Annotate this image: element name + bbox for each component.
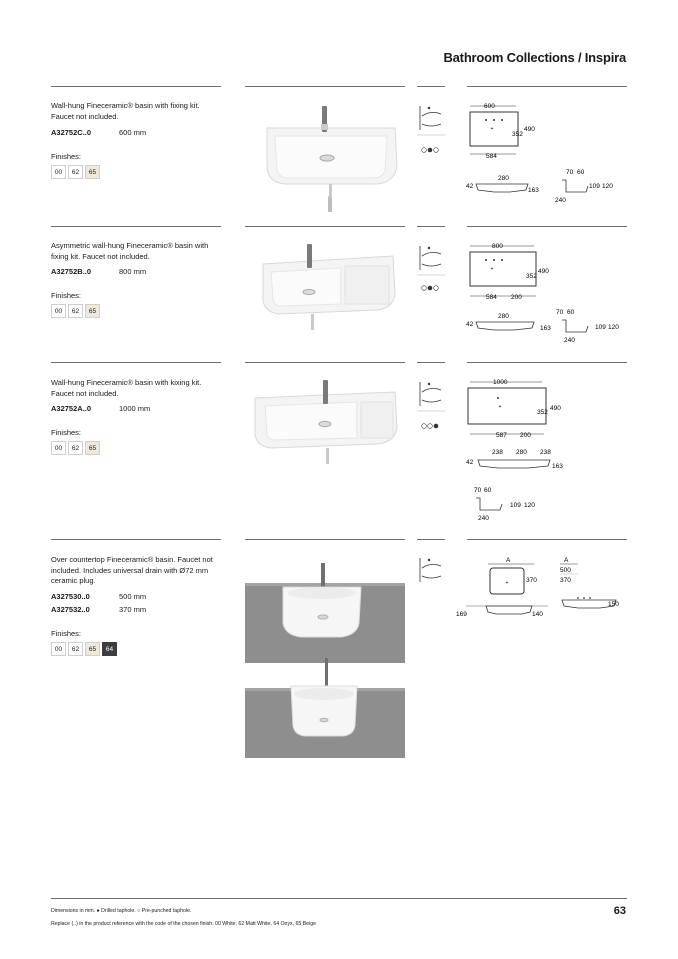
svg-text:109: 109 [589, 183, 600, 190]
section-rule [245, 539, 405, 540]
technical-drawing [458, 96, 628, 211]
product-references [51, 126, 146, 139]
reference-size: 600 mm [119, 128, 147, 137]
footer-finish-note: Replace (..) in the product reference with the code of the chosen finish: 00 White, 62 Matt White, 64 Onyx, 65 Beige [51, 921, 316, 927]
svg-text:370: 370 [526, 577, 537, 584]
svg-text:200: 200 [520, 432, 531, 439]
section-rule [417, 86, 445, 87]
svg-text:+: + [490, 266, 494, 272]
reference-code: A32752C..0 [51, 128, 92, 137]
installation-icon [417, 100, 445, 160]
svg-text:42: 42 [466, 321, 474, 328]
svg-text:A: A [564, 557, 569, 564]
reference-size: 800 mm [119, 267, 147, 276]
svg-text:490: 490 [550, 405, 561, 412]
svg-text:240: 240 [555, 197, 566, 204]
finish-swatches [51, 642, 117, 656]
reference-code: A32752B..0 [51, 267, 92, 276]
finish-swatch-beige: 65 [85, 441, 100, 455]
svg-text:352: 352 [537, 409, 548, 416]
reference-row [51, 603, 146, 616]
svg-text:+: + [505, 580, 509, 586]
section-rule [417, 226, 445, 227]
product-description: Asymmetric wall-hung Fineceramic® basin with fixing kit. Faucet not included. [51, 241, 209, 261]
section-rule [51, 539, 221, 540]
svg-text:163: 163 [528, 187, 539, 194]
finish-swatches [51, 165, 100, 179]
finish-swatch-matt-white: 62 [68, 441, 83, 455]
svg-text:60: 60 [577, 169, 585, 176]
finish-swatches [51, 304, 100, 318]
technical-drawing [458, 372, 628, 532]
svg-text:150: 150 [608, 601, 619, 608]
page-title: Bathroom Collections / Inspira [443, 50, 626, 65]
reference-size: 500 mm [119, 592, 147, 601]
product-references [51, 265, 146, 278]
basin-photo [245, 236, 405, 336]
finishes-label: Finishes: [51, 428, 82, 437]
taphole-icons [417, 552, 445, 597]
finish-swatch-matt-white: 62 [68, 642, 83, 656]
svg-text:800: 800 [492, 243, 503, 250]
finish-swatch-white: 00 [51, 642, 66, 656]
section-rule [467, 362, 627, 363]
svg-text:70: 70 [556, 309, 564, 316]
section-rule [51, 86, 221, 87]
installation-icon [417, 376, 445, 436]
product-description: Wall-hung Fineceramic® basin with fixing kit. Faucet not included. [51, 101, 200, 121]
installation-icon [417, 240, 445, 300]
svg-text:280: 280 [498, 175, 509, 182]
page-number: 63 [613, 905, 626, 917]
svg-text:+: + [490, 126, 494, 132]
svg-text:490: 490 [538, 268, 549, 275]
svg-text:584: 584 [486, 153, 497, 160]
svg-text:280: 280 [498, 313, 509, 320]
finishes-label: Finishes: [51, 629, 82, 638]
svg-text:240: 240 [564, 337, 575, 344]
svg-text:584: 584 [486, 294, 497, 301]
footer-dimensions-note: Dimensions in mm. ● Drilled taphole. ○ Pre-punched taphole. [51, 908, 192, 914]
svg-text:120: 120 [608, 324, 619, 331]
finish-swatches [51, 441, 100, 455]
section-rule [51, 226, 221, 227]
svg-text:1000: 1000 [493, 379, 508, 386]
reference-row [51, 265, 146, 278]
reference-code: A327532..0 [51, 605, 90, 614]
finish-swatch-onyx: 64 [102, 642, 117, 656]
svg-text:500: 500 [560, 567, 571, 574]
section-rule [245, 362, 405, 363]
svg-text:A: A [506, 557, 511, 564]
svg-text:+: + [498, 404, 502, 410]
svg-text:163: 163 [552, 463, 563, 470]
finishes-label: Finishes: [51, 291, 82, 300]
footer-rule [51, 898, 627, 899]
finish-swatch-beige: 65 [85, 304, 100, 318]
basin-photo [245, 96, 405, 212]
reference-code: A32752A..0 [51, 404, 92, 413]
svg-text:109: 109 [595, 324, 606, 331]
svg-text:490: 490 [524, 126, 535, 133]
svg-text:600: 600 [484, 103, 495, 110]
svg-text:42: 42 [466, 459, 474, 466]
product-description: Wall-hung Fineceramic® basin with kixing kit. Faucet not included. [51, 378, 202, 398]
finish-swatch-white: 00 [51, 441, 66, 455]
product-references [51, 402, 150, 415]
svg-text:240: 240 [478, 515, 489, 522]
reference-size: 370 mm [119, 605, 147, 614]
section-rule [467, 226, 627, 227]
finishes-label: Finishes: [51, 152, 82, 161]
reference-code: A327530..0 [51, 592, 90, 601]
svg-text:42: 42 [466, 183, 474, 190]
svg-text:352: 352 [526, 273, 537, 280]
basin-photo-small [245, 658, 405, 758]
svg-text:352: 352 [512, 131, 523, 138]
reference-row [51, 126, 146, 139]
svg-text:120: 120 [524, 502, 535, 509]
svg-text:60: 60 [567, 309, 575, 316]
svg-text:60: 60 [484, 487, 492, 494]
product-description: Over countertop Fineceramic® basin. Faucet not included. Includes universal drain with Ø72 mm ceramic plug. [51, 555, 213, 585]
section-rule [245, 86, 405, 87]
svg-text:587: 587 [496, 432, 507, 439]
taphole-icons [417, 100, 445, 165]
section-rule [467, 86, 627, 87]
svg-text:109: 109 [510, 502, 521, 509]
finish-swatch-white: 00 [51, 165, 66, 179]
reference-size: 1000 mm [119, 404, 151, 413]
svg-text:238: 238 [492, 449, 503, 456]
basin-photo-large [245, 553, 405, 663]
reference-row [51, 402, 150, 415]
finish-swatch-beige: 65 [85, 642, 100, 656]
section-rule [417, 539, 445, 540]
product-references [51, 590, 146, 616]
svg-text:163: 163 [540, 325, 551, 332]
svg-text:140: 140 [532, 611, 543, 618]
svg-text:200: 200 [511, 294, 522, 301]
svg-text:70: 70 [566, 169, 574, 176]
svg-text:280: 280 [516, 449, 527, 456]
section-rule [245, 226, 405, 227]
svg-text:70: 70 [474, 487, 482, 494]
finish-swatch-matt-white: 62 [68, 165, 83, 179]
svg-text:169: 169 [456, 611, 467, 618]
finish-swatch-beige: 65 [85, 165, 100, 179]
technical-drawing [458, 236, 628, 351]
finish-swatch-white: 00 [51, 304, 66, 318]
installation-icon [417, 552, 445, 592]
finish-swatch-matt-white: 62 [68, 304, 83, 318]
technical-drawing [450, 550, 630, 630]
section-rule [467, 539, 627, 540]
taphole-icons [417, 240, 445, 305]
reference-row [51, 590, 146, 603]
section-rule [417, 362, 445, 363]
section-rule [51, 362, 221, 363]
svg-text:238: 238 [540, 449, 551, 456]
svg-text:370: 370 [560, 577, 571, 584]
svg-text:120: 120 [602, 183, 613, 190]
taphole-icons [417, 376, 445, 441]
basin-photo [245, 374, 405, 474]
